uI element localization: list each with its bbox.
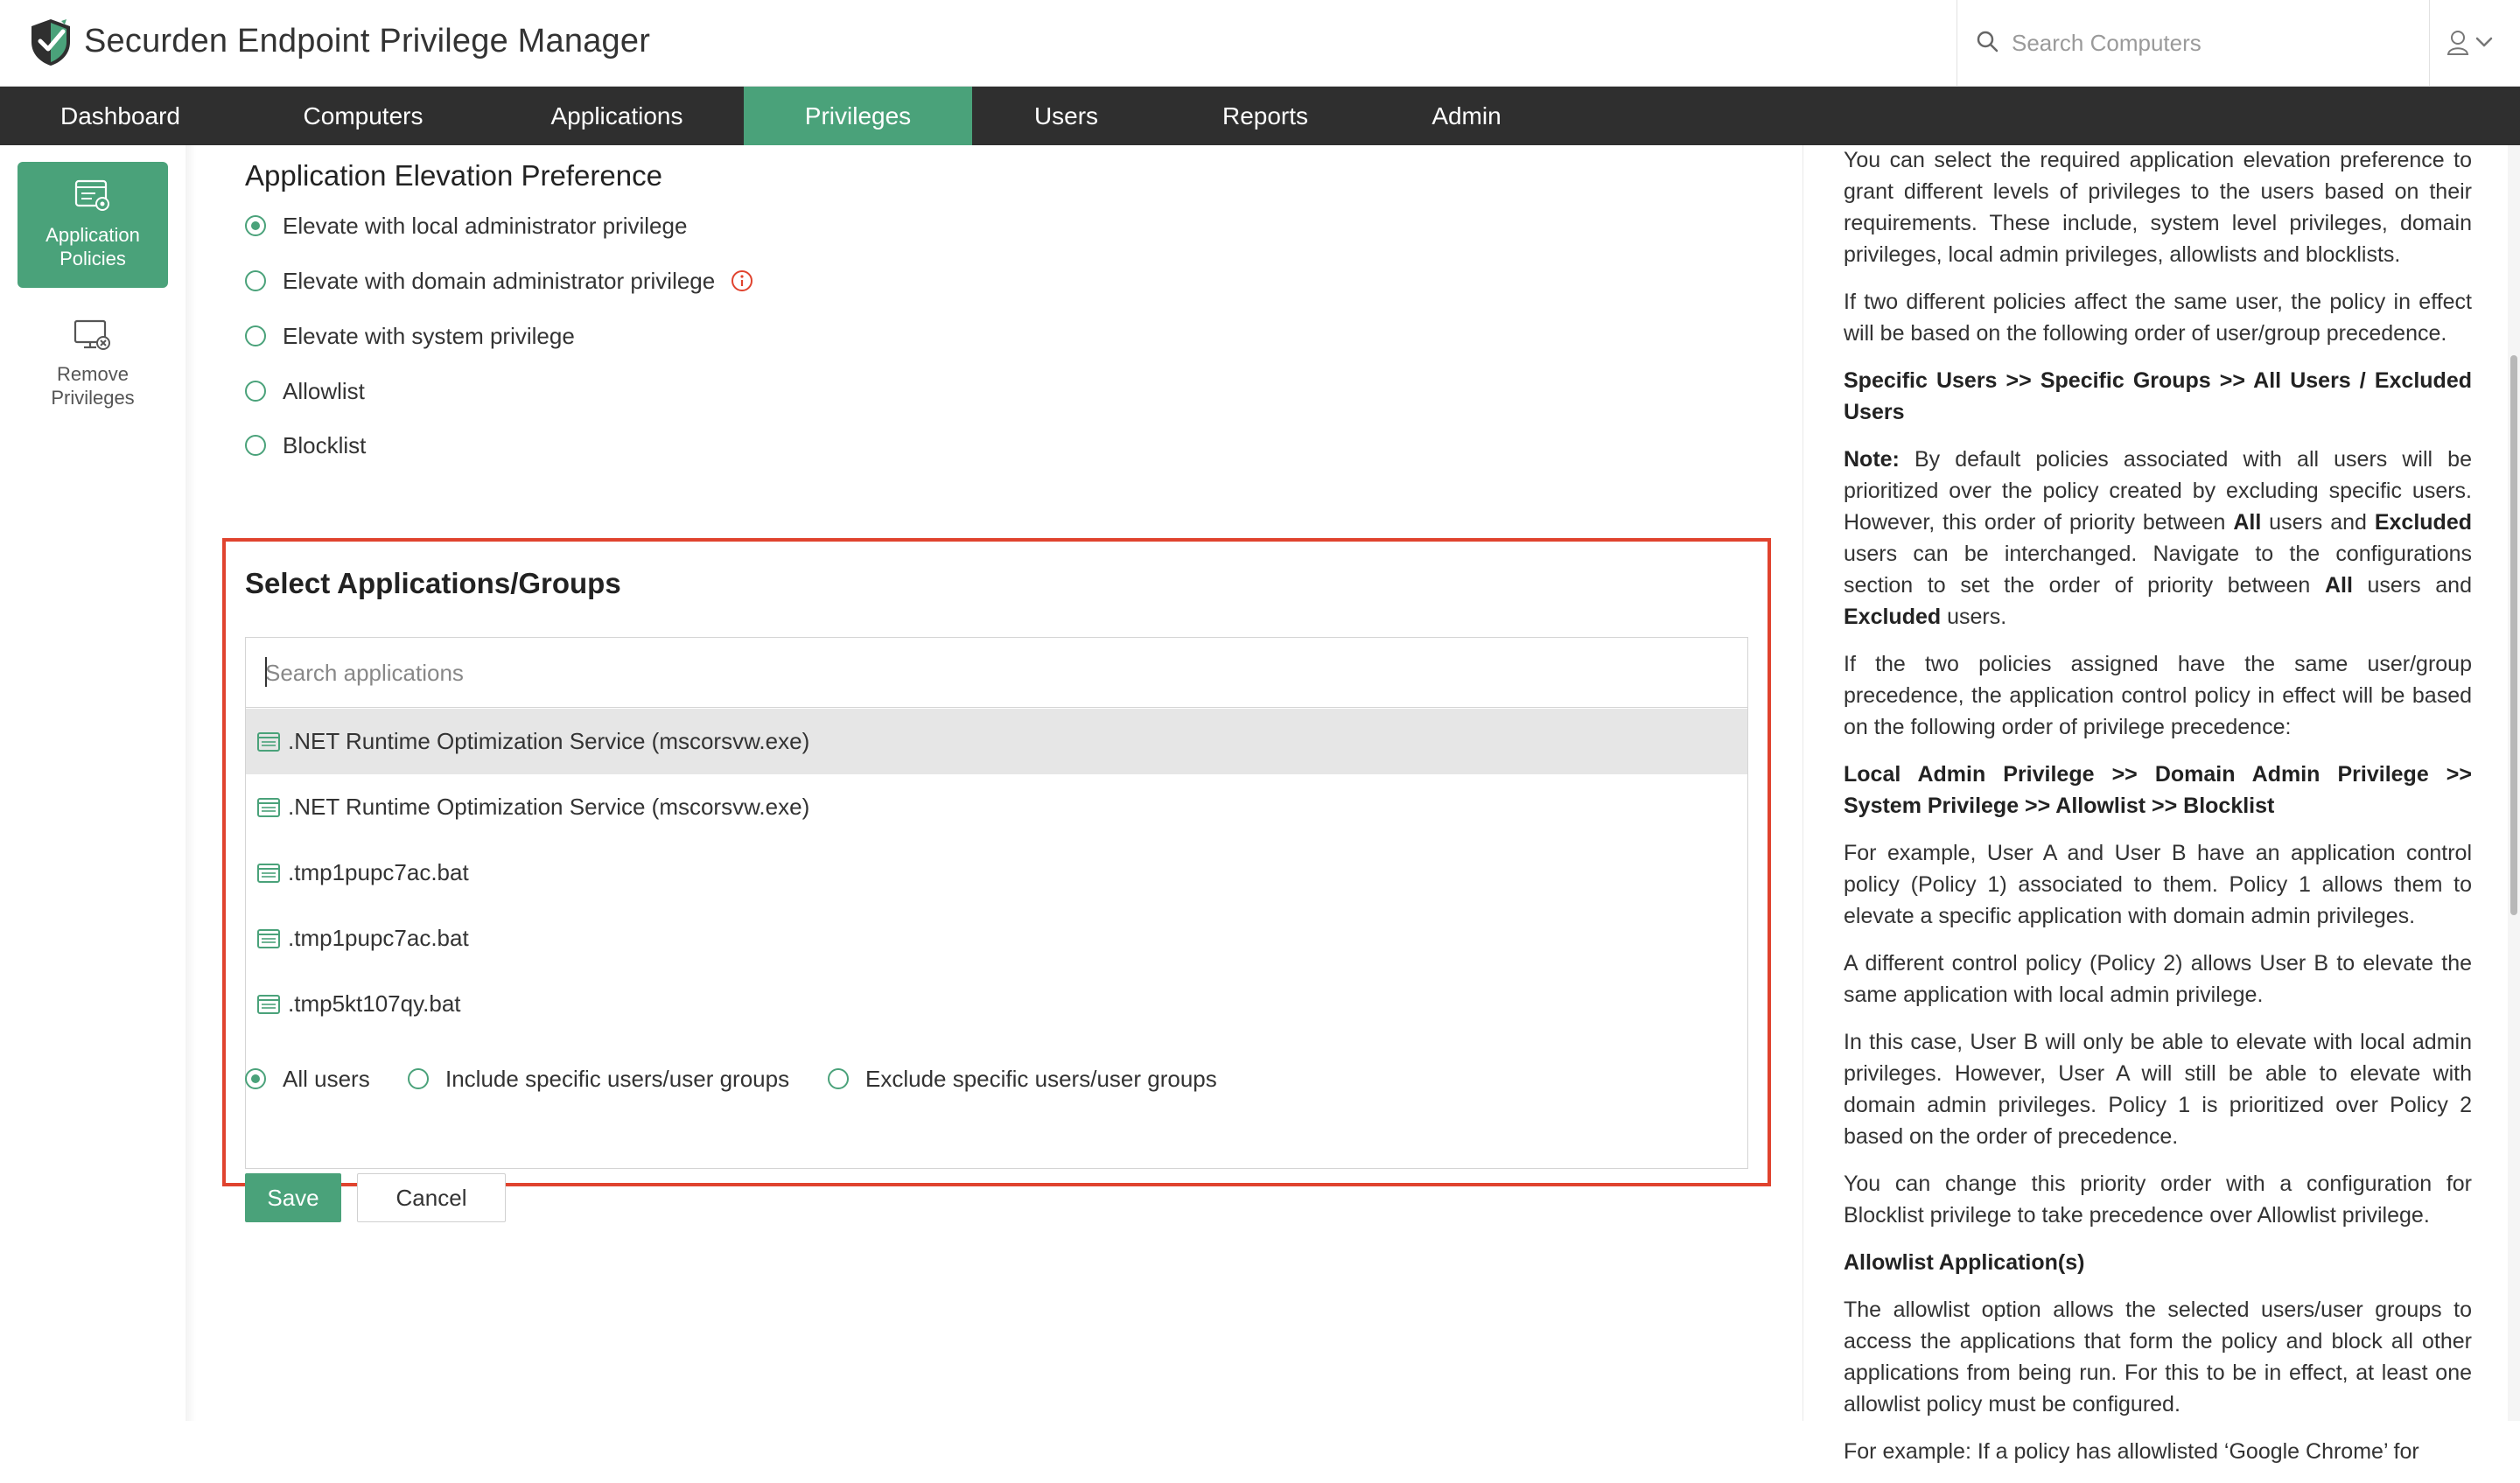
user-icon <box>2447 29 2500 57</box>
application-icon <box>256 994 281 1015</box>
computer-search <box>1956 0 2429 87</box>
application-name: .NET Runtime Optimization Service (mscorsvw.exe) <box>288 728 810 754</box>
remove-privileges-icon <box>74 318 112 352</box>
privileges-sidebar <box>0 145 186 1421</box>
search-icon <box>1975 29 2001 55</box>
help-paragraph <box>1844 759 2472 822</box>
search-computers-input[interactable] <box>2012 23 2397 63</box>
nav-privileges[interactable]: Privileges <box>744 87 972 145</box>
application-name: .tmp1pupc7ac.bat <box>288 925 469 951</box>
radio-button[interactable] <box>408 1068 429 1089</box>
securden-logo-icon <box>26 16 75 68</box>
radio-label: Blocklist <box>283 431 367 458</box>
radio-all-users[interactable] <box>245 1061 370 1096</box>
note-text: By default policies associated with all users will be prioritized over the policy created by excluding specific users. However, this order of priority between <box>1844 447 2472 535</box>
nav-users[interactable]: Users <box>1033 102 1099 129</box>
cancel-button[interactable]: Cancel <box>357 1173 506 1222</box>
application-icon <box>256 863 281 884</box>
application-icon <box>256 928 281 949</box>
nav-admin[interactable]: Admin <box>1432 102 1502 129</box>
radio-label: Elevate with system privilege <box>283 322 575 349</box>
info-icon[interactable] <box>731 269 753 292</box>
user-menu[interactable] <box>2429 0 2520 87</box>
elevation-preference-title: Application Elevation Preference <box>245 159 662 192</box>
radio-system-privilege[interactable] <box>245 318 575 353</box>
help-content <box>1844 145 2472 1483</box>
note-bold: All <box>2324 573 2353 598</box>
search-applications-input[interactable] <box>265 654 1718 692</box>
main-nav <box>0 87 2520 145</box>
help-bold-text: Specific Users >> Specific Groups >> All Users / Excluded Users <box>1844 368 2472 424</box>
radio-label: Exclude specific users/user groups <box>865 1065 1217 1092</box>
select-applications-title: Select Applications/Groups <box>245 567 621 599</box>
help-panel <box>1802 145 2502 1464</box>
application-name: .NET Runtime Optimization Service (mscorsvw.exe) <box>288 794 810 820</box>
application-icon <box>256 731 281 752</box>
application-list-item[interactable] <box>246 971 1747 1037</box>
radio-button[interactable] <box>245 325 266 346</box>
scrollbar-thumb[interactable] <box>2510 355 2517 915</box>
help-paragraph <box>1844 365 2472 428</box>
radio-button[interactable] <box>245 381 266 402</box>
note-bold: Excluded <box>1844 605 1942 629</box>
help-paragraph: A different control policy (Policy 2) allows User B to elevate the same application with local admin privilege. <box>1844 951 2472 1007</box>
nav-reports[interactable]: Reports <box>1222 102 1309 129</box>
help-paragraph: You can change this priority order with a configuration for Blocklist privilege to take precedence over Allowlist privilege. <box>1844 1172 2472 1228</box>
help-paragraph: You can select the required application elevation preference to grant different levels of privileges to the users based on their requirements. These include, system level privileges, domain privileges, local admin privileges, allowlists and blocklists. <box>1844 148 2472 267</box>
radio-domain-admin[interactable] <box>245 263 753 298</box>
note-label: Note: <box>1844 447 1900 472</box>
radio-blocklist[interactable] <box>245 428 366 463</box>
note-text: users and <box>2261 510 2375 535</box>
radio-exclude-users[interactable] <box>828 1061 1217 1096</box>
radio-include-users[interactable] <box>408 1061 789 1096</box>
radio-local-admin[interactable] <box>245 208 687 243</box>
help-scrollbar[interactable] <box>2508 145 2520 1421</box>
help-paragraph: If the two policies assigned have the same user/group precedence, the application control policy in effect will be based on the following order of privilege precedence: <box>1844 652 2472 739</box>
text-cursor <box>265 657 267 687</box>
radio-label: Include specific users/user groups <box>445 1065 790 1092</box>
application-policy-icon <box>74 179 111 213</box>
nav-applications[interactable]: Applications <box>550 102 683 129</box>
app-title: Securden Endpoint Privilege Manager <box>84 23 651 59</box>
sidebar-item-label: Remove Privileges <box>51 363 135 409</box>
note-text: users can be interchanged. Navigate to the configurations section to set the order of priority between <box>1844 542 2472 598</box>
application-list-item[interactable] <box>246 906 1747 971</box>
note-bold: All <box>2233 510 2262 535</box>
radio-button[interactable] <box>828 1068 849 1089</box>
radio-button[interactable] <box>245 215 266 236</box>
note-text: users. <box>1941 605 2007 629</box>
application-name: .tmp1pupc7ac.bat <box>288 859 469 885</box>
help-paragraph: For example, User A and User B have an application control policy (Policy 1) associated to them. Policy 1 allows them to elevate a specific application with domain admin privileges. <box>1844 841 2472 928</box>
radio-button[interactable] <box>245 435 266 456</box>
app-header <box>0 0 2520 87</box>
radio-label: Elevate with local administrator privilege <box>283 212 688 239</box>
application-icon <box>256 797 281 818</box>
radio-allowlist[interactable] <box>245 374 365 409</box>
nav-dashboard[interactable]: Dashboard <box>60 102 180 129</box>
radio-label: Elevate with domain administrator privilege <box>283 267 716 294</box>
application-list-item[interactable] <box>246 774 1747 840</box>
sidebar-item-application-policies[interactable] <box>18 162 168 288</box>
help-paragraph: The allowlist option allows the selected users/user groups to access the applications that form the policy and block all other applications from being run. For this to be in effect, at least one allowlist policy must be configured. <box>1844 1298 2472 1417</box>
radio-button[interactable] <box>245 270 266 291</box>
note-bold: Excluded <box>2374 510 2472 535</box>
application-search <box>246 638 1747 708</box>
sidebar-divider <box>186 145 196 1421</box>
radio-button[interactable] <box>245 1068 266 1089</box>
help-note <box>1844 444 2472 633</box>
help-bold-text: Local Admin Privilege >> Domain Admin Privilege >> System Privilege >> Allowlist >> Blocklist <box>1844 762 2472 818</box>
help-paragraph: In this case, User B will only be able to elevate with local admin privileges. However, User A will still be able to elevate with domain admin privileges. Policy 1 is prioritized over Policy 2 based on the order of precedence. <box>1844 1030 2472 1149</box>
radio-label: Allowlist <box>283 377 365 404</box>
policy-form <box>196 145 1797 1421</box>
help-paragraph <box>1844 1247 2472 1278</box>
application-list-item[interactable] <box>246 709 1747 774</box>
note-text: users and <box>2352 573 2472 598</box>
help-paragraph: If two different policies affect the same user, the policy in effect will be based on the following order of user/group precedence. <box>1844 290 2472 346</box>
radio-label: All users <box>283 1065 370 1092</box>
sidebar-item-label: Application Policies <box>46 224 140 269</box>
save-button[interactable]: Save <box>245 1173 341 1222</box>
help-bold-text: Allowlist Application(s) <box>1844 1250 2085 1275</box>
application-list-item[interactable] <box>246 840 1747 906</box>
application-name: .tmp5kt107qy.bat <box>288 990 461 1017</box>
nav-computers[interactable]: Computers <box>303 102 424 129</box>
help-paragraph: For example: If a policy has allowlisted ‘Google Chrome’ for <box>1844 1439 2419 1464</box>
sidebar-item-remove-privileges[interactable] <box>18 301 168 427</box>
